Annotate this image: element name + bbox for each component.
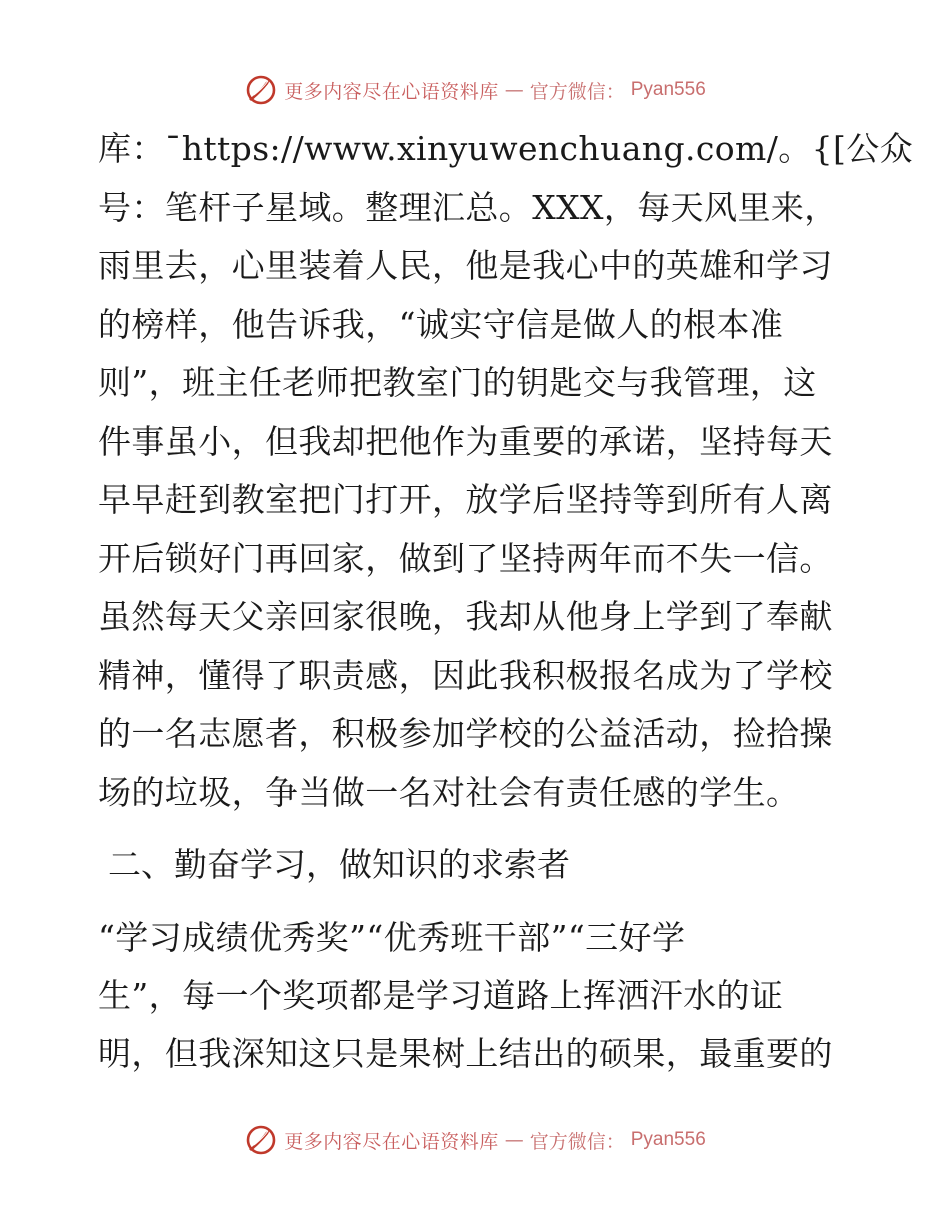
text-line: 的一名志愿者，积极参加学校的公益活动，捡拾操 bbox=[98, 714, 833, 753]
text-line: 号：笔杆子星域。整理汇总。XXX，每天风里来， bbox=[98, 187, 838, 227]
text-line: 雨里去，心里装着人民，他是我心中的英雄和学习 bbox=[98, 246, 833, 285]
text-line: 件事虽小，但我却把他作为重要的承诺，坚持每天 bbox=[98, 421, 833, 461]
banner-wechat-id: Pyan556 bbox=[630, 79, 706, 100]
pen-circle-logo-icon bbox=[244, 73, 278, 107]
text-line: 早早赶到教室把门打开，放学后坚持等到所有人离 bbox=[98, 480, 833, 519]
banner-separator: — bbox=[504, 1129, 524, 1151]
banner-main-text: 更多内容尽在心语资料库 bbox=[284, 80, 499, 103]
text-line: 的榜样，他告诉我，“诚实守信是做人的根本准 bbox=[98, 304, 784, 344]
text-line: 生”，每一个奖项都是学习道路上挥洒汗水的证 bbox=[98, 976, 784, 1015]
banner-main-text: 更多内容尽在心语资料库 bbox=[284, 1130, 499, 1153]
text-line: 场的垃圾，争当做一名对社会有责任感的学生。 bbox=[98, 772, 800, 812]
text-line: 明，但我深知这只是果树上结出的硕果，最重要的 bbox=[98, 1034, 833, 1073]
text-line: 库：¯https://www.xinyuwenchuang.com/。{[公众 bbox=[98, 129, 914, 168]
paragraph-one bbox=[98, 120, 914, 822]
pen-circle-logo-icon bbox=[244, 1123, 278, 1157]
text-line: 开后锁好门再回家，做到了坚持两年而不失一信。 bbox=[98, 538, 833, 578]
banner-wechat-id: Pyan556 bbox=[630, 1129, 706, 1150]
header-banner bbox=[0, 70, 950, 110]
footer-banner bbox=[0, 1120, 950, 1160]
banner-separator: — bbox=[504, 79, 524, 101]
banner-wechat-label: 官方微信： bbox=[529, 1130, 625, 1153]
section-heading: 二、勤奋学习，做知识的求索者 bbox=[108, 845, 570, 884]
banner-wechat-label: 官方微信： bbox=[529, 80, 625, 103]
text-line: 虽然每天父亲回家很晚，我却从他身上学到了奉献 bbox=[98, 597, 833, 636]
paragraph-two bbox=[98, 909, 858, 1083]
text-line: 精神，懂得了职责感，因此我积极报名成为了学校 bbox=[98, 655, 833, 695]
text-line: 则”，班主任老师把教室门的钥匙交与我管理，这 bbox=[98, 363, 817, 402]
text-line: “学习成绩优秀奖”“优秀班干部”“三好学 bbox=[98, 918, 686, 957]
